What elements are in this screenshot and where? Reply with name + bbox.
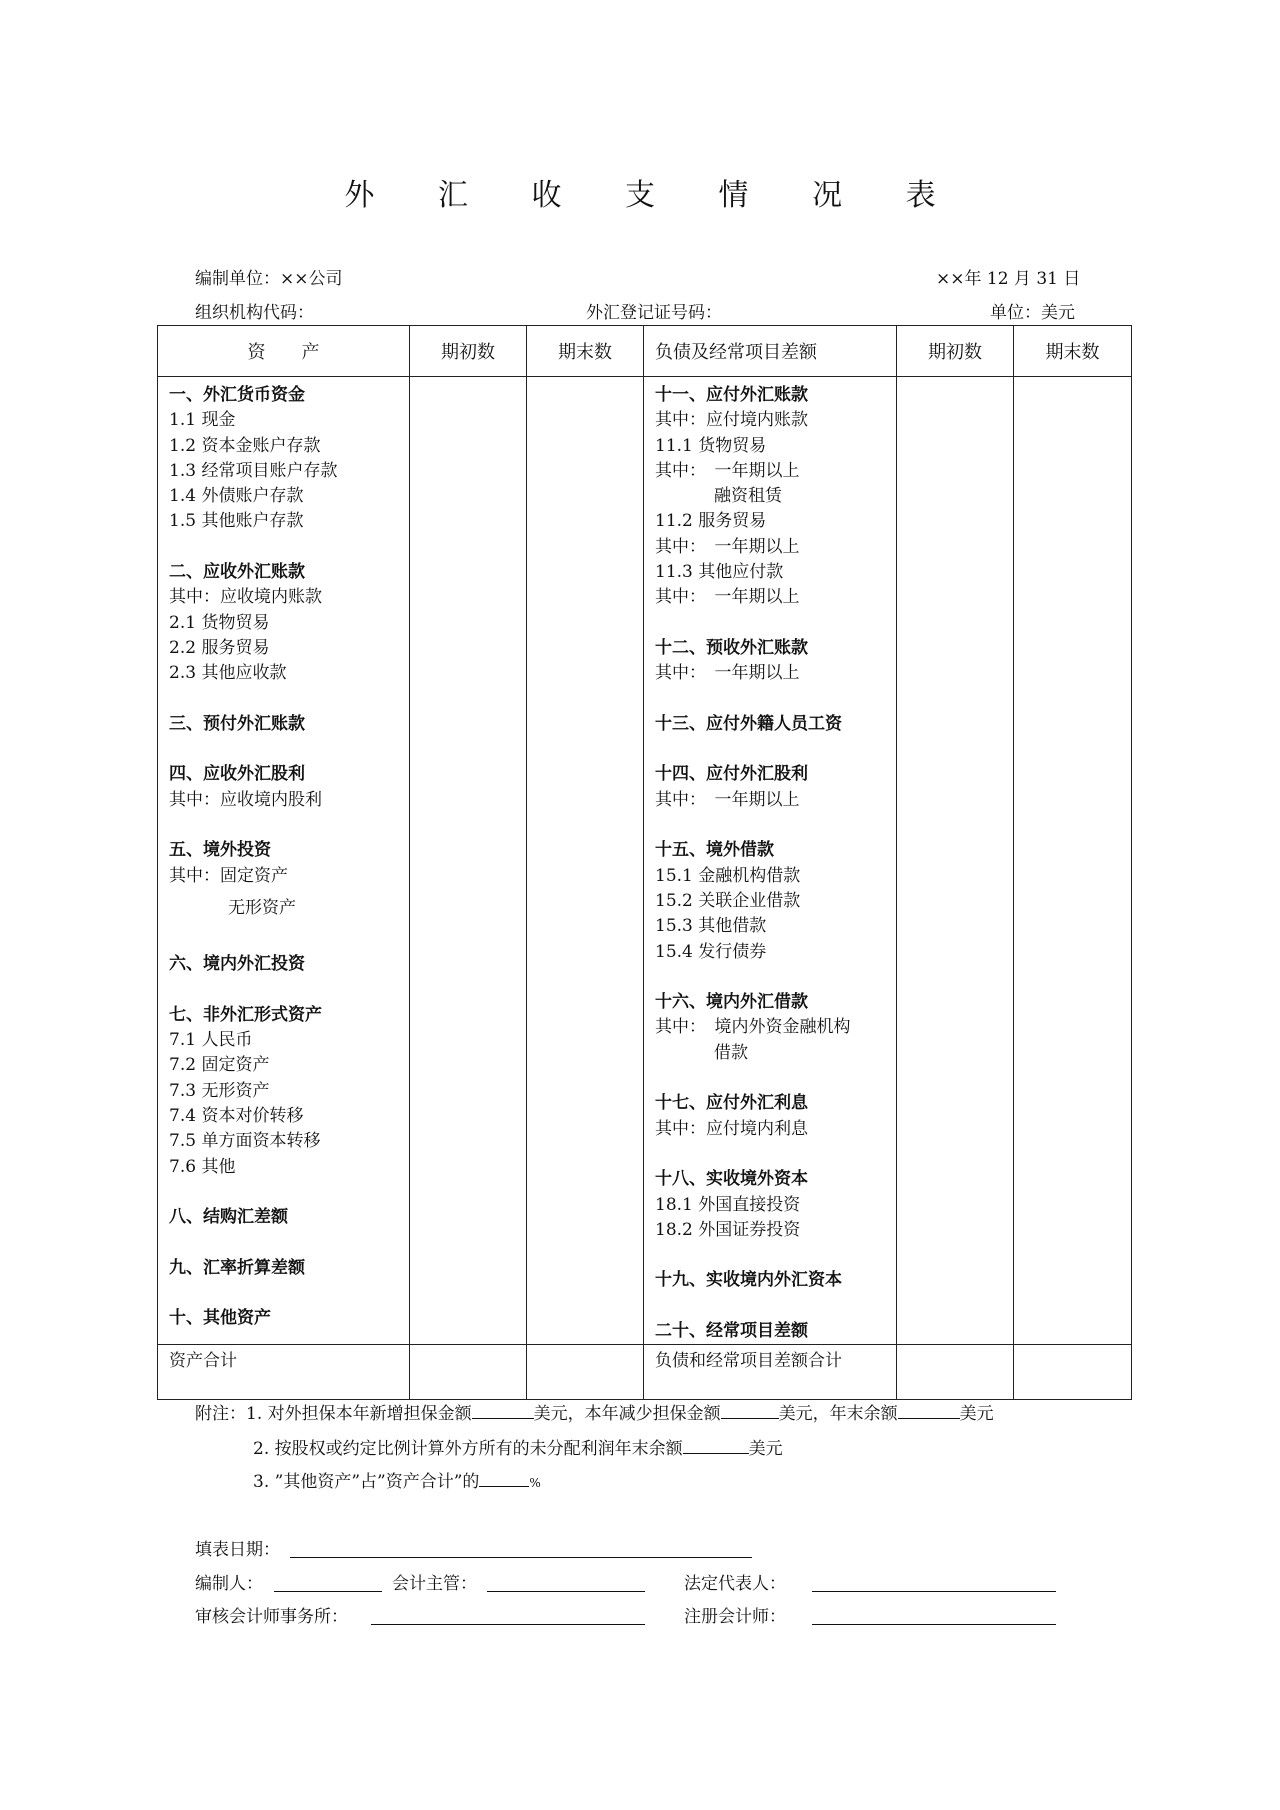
note-3 bbox=[253, 1467, 541, 1492]
page-title: 外 汇 收 支 情 况 表 bbox=[344, 178, 963, 213]
liabilities-item: 十七、应付外汇利息 bbox=[655, 1093, 808, 1114]
note-1-text-a: 附注：1. 对外担保本年新增担保金额 bbox=[195, 1404, 472, 1424]
assets-end-cell[interactable] bbox=[527, 377, 644, 1345]
unit-label: 单位：美元 bbox=[990, 303, 1075, 323]
reg-no-label: 外汇登记证号码： bbox=[586, 303, 722, 323]
col-header-end-right: 期末数 bbox=[1014, 326, 1132, 377]
col-header-liabilities: 负债及经常项目差额 bbox=[644, 326, 897, 377]
table-body-row bbox=[158, 377, 1132, 1345]
liabilities-item: 11.1 货物贸易 bbox=[655, 435, 767, 456]
liabilities-item: 十五、境外借款 bbox=[655, 840, 774, 861]
assets-item: 六、境内外汇投资 bbox=[169, 954, 305, 975]
liabilities-item: 借款 bbox=[714, 1042, 748, 1063]
table-header-row bbox=[158, 326, 1132, 377]
assets-spacer bbox=[169, 927, 409, 952]
liabilities-total-end[interactable] bbox=[1014, 1345, 1132, 1400]
assets-item: 7.3 无形资产 bbox=[169, 1080, 270, 1101]
assets-item: 十、其他资产 bbox=[169, 1308, 271, 1329]
note-3-blank[interactable] bbox=[479, 1469, 529, 1487]
assets-spacer bbox=[169, 1281, 409, 1306]
assets-item: 1.2 资本金账户存款 bbox=[169, 435, 321, 456]
col-header-assets: 资 产 bbox=[158, 326, 410, 377]
liabilities-spacer bbox=[655, 1066, 896, 1091]
assets-item: 1.4 外债账户存款 bbox=[169, 486, 304, 507]
note-3-text-a: 3. ”其他资产”占”资产合计”的 bbox=[253, 1472, 480, 1492]
liabilities-item: 11.3 其他应付款 bbox=[655, 562, 784, 583]
col-header-begin-left: 期初数 bbox=[410, 326, 527, 377]
note-1-blank-new[interactable] bbox=[472, 1401, 534, 1419]
liabilities-spacer bbox=[655, 965, 896, 990]
liabilities-item: 十九、实收境内外汇资本 bbox=[655, 1270, 842, 1291]
liabilities-total-begin[interactable] bbox=[897, 1345, 1014, 1400]
liabilities-spacer bbox=[655, 737, 896, 762]
assets-item: 九、汇率折算差额 bbox=[169, 1257, 305, 1278]
note-2 bbox=[253, 1434, 783, 1459]
liabilities-item: 15.2 关联企业借款 bbox=[655, 890, 801, 911]
assets-spacer bbox=[169, 1231, 409, 1256]
liabilities-item: 二十、经常项目差额 bbox=[655, 1320, 808, 1341]
liabilities-end-cell[interactable] bbox=[1014, 377, 1132, 1345]
note-2-text-a: 2. 按股权或约定比例计算外方所有的未分配利润年末余额 bbox=[253, 1439, 683, 1459]
liabilities-begin-cell[interactable] bbox=[897, 377, 1014, 1345]
liabilities-item: 18.1 外国直接投资 bbox=[655, 1194, 801, 1215]
assets-total-begin[interactable] bbox=[410, 1345, 527, 1400]
liabilities-item: 11.2 服务贸易 bbox=[655, 511, 767, 532]
liabilities-spacer bbox=[655, 611, 896, 636]
note-1-blank-reduce[interactable] bbox=[721, 1401, 779, 1419]
assets-item: 其中：应收境内股利 bbox=[169, 789, 322, 810]
liabilities-spacer bbox=[655, 813, 896, 838]
liabilities-item: 15.1 金融机构借款 bbox=[655, 865, 801, 886]
liabilities-item: 其中： 一年期以上 bbox=[655, 789, 800, 810]
assets-item: 2.2 服务贸易 bbox=[169, 637, 270, 658]
assets-spacer bbox=[169, 687, 409, 712]
assets-item: 四、应收外汇股利 bbox=[169, 764, 305, 785]
liabilities-spacer bbox=[655, 687, 896, 712]
assets-item: 七、非外汇形式资产 bbox=[169, 1004, 322, 1025]
accounting-head-label: 会计主管： bbox=[392, 1574, 477, 1594]
liabilities-item: 十一、应付外汇账款 bbox=[655, 385, 808, 405]
assets-item: 二、应收外汇账款 bbox=[169, 562, 305, 583]
assets-item: 7.6 其他 bbox=[169, 1156, 236, 1177]
assets-item: 无形资产 bbox=[228, 897, 296, 918]
liabilities-item: 十二、预收外汇账款 bbox=[655, 637, 808, 658]
assets-total-label: 资产合计 bbox=[158, 1345, 410, 1400]
note-1 bbox=[195, 1399, 994, 1424]
note-1-blank-balance[interactable] bbox=[898, 1401, 960, 1419]
assets-spacer bbox=[169, 737, 409, 762]
audit-firm-label: 审核会计师事务所： bbox=[195, 1607, 348, 1627]
liabilities-item: 其中：应付境内账款 bbox=[655, 410, 808, 431]
liabilities-item: 其中： 一年期以上 bbox=[655, 460, 800, 481]
assets-spacer bbox=[169, 535, 409, 560]
assets-item: 7.4 资本对价转移 bbox=[169, 1106, 304, 1127]
assets-item: 2.3 其他应收款 bbox=[169, 663, 287, 684]
assets-spacer bbox=[169, 978, 409, 1003]
liabilities-spacer bbox=[655, 1142, 896, 1167]
cpa-line[interactable] bbox=[812, 1624, 1056, 1625]
forex-table bbox=[157, 325, 1132, 1400]
assets-item: 1.3 经常项目账户存款 bbox=[169, 460, 338, 481]
liabilities-item: 其中： 一年期以上 bbox=[655, 663, 800, 684]
assets-item: 7.1 人民币 bbox=[169, 1030, 253, 1051]
assets-item: 其中：应收境内账款 bbox=[169, 587, 322, 608]
note-1-text-c: 美元，年末余额 bbox=[778, 1404, 898, 1424]
assets-item: 八、结购汇差额 bbox=[169, 1207, 288, 1228]
accounting-head-line[interactable] bbox=[487, 1591, 645, 1592]
cpa-label: 注册会计师： bbox=[684, 1607, 786, 1627]
liabilities-spacer bbox=[655, 1243, 896, 1268]
assets-item: 其中：固定资产 bbox=[169, 865, 288, 886]
assets-spacer bbox=[169, 1180, 409, 1205]
assets-item: 1.5 其他账户存款 bbox=[169, 511, 304, 532]
liabilities-spacer bbox=[655, 1294, 896, 1319]
liabilities-items bbox=[644, 377, 897, 1345]
preparer-line[interactable] bbox=[274, 1591, 382, 1592]
liabilities-item: 15.4 发行债券 bbox=[655, 941, 767, 962]
liabilities-item: 融资租赁 bbox=[714, 486, 782, 507]
liabilities-item: 十六、境内外汇借款 bbox=[655, 992, 808, 1013]
liabilities-item: 十四、应付外汇股利 bbox=[655, 764, 808, 785]
liabilities-item: 其中：应付境内利息 bbox=[655, 1118, 808, 1139]
note-1-text-d: 美元 bbox=[959, 1404, 994, 1424]
assets-item: 三、预付外汇账款 bbox=[169, 713, 305, 734]
org-code-label: 组织机构代码： bbox=[195, 303, 314, 323]
fill-date-line[interactable] bbox=[290, 1557, 752, 1558]
liabilities-item: 18.2 外国证券投资 bbox=[655, 1219, 801, 1240]
assets-total-end[interactable] bbox=[527, 1345, 644, 1400]
col-header-end-left: 期末数 bbox=[527, 326, 644, 377]
assets-begin-cell[interactable] bbox=[410, 377, 527, 1345]
report-date: ××年 12 月 31 日 bbox=[936, 269, 1081, 289]
totals-row bbox=[158, 1345, 1132, 1400]
liabilities-item: 十八、实收境外资本 bbox=[655, 1169, 808, 1190]
assets-item: 五、境外投资 bbox=[169, 840, 271, 861]
note-2-blank[interactable] bbox=[683, 1436, 749, 1454]
note-1-text-b: 美元，本年减少担保金额 bbox=[533, 1404, 721, 1424]
note-2-text-b: 美元 bbox=[748, 1439, 783, 1459]
assets-item: 1.1 现金 bbox=[169, 410, 236, 431]
legal-rep-label: 法定代表人： bbox=[684, 1574, 786, 1594]
liabilities-item: 十三、应付外籍人员工资 bbox=[655, 713, 842, 734]
assets-item: 一、外汇货币资金 bbox=[169, 385, 305, 405]
assets-item: 7.2 固定资产 bbox=[169, 1055, 270, 1076]
assets-items bbox=[158, 377, 410, 1345]
audit-firm-line[interactable] bbox=[371, 1624, 645, 1625]
fill-date-label: 填表日期： bbox=[195, 1540, 280, 1560]
liabilities-total-label: 负债和经常项目差额合计 bbox=[644, 1345, 897, 1400]
liabilities-item: 其中： 一年期以上 bbox=[655, 587, 800, 608]
assets-item: 7.5 单方面资本转移 bbox=[169, 1131, 321, 1152]
compiler-unit: 编制单位：××公司 bbox=[195, 269, 343, 289]
col-header-begin-right: 期初数 bbox=[897, 326, 1014, 377]
assets-item: 2.1 货物贸易 bbox=[169, 612, 270, 633]
liabilities-item: 其中： 境内外资金融机构 bbox=[655, 1017, 851, 1038]
assets-spacer bbox=[169, 813, 409, 838]
preparer-label: 编制人： bbox=[195, 1574, 263, 1594]
liabilities-item: 其中： 一年期以上 bbox=[655, 536, 800, 557]
liabilities-item: 15.3 其他借款 bbox=[655, 916, 767, 937]
legal-rep-line[interactable] bbox=[812, 1591, 1056, 1592]
note-3-text-b: % bbox=[529, 1476, 541, 1490]
